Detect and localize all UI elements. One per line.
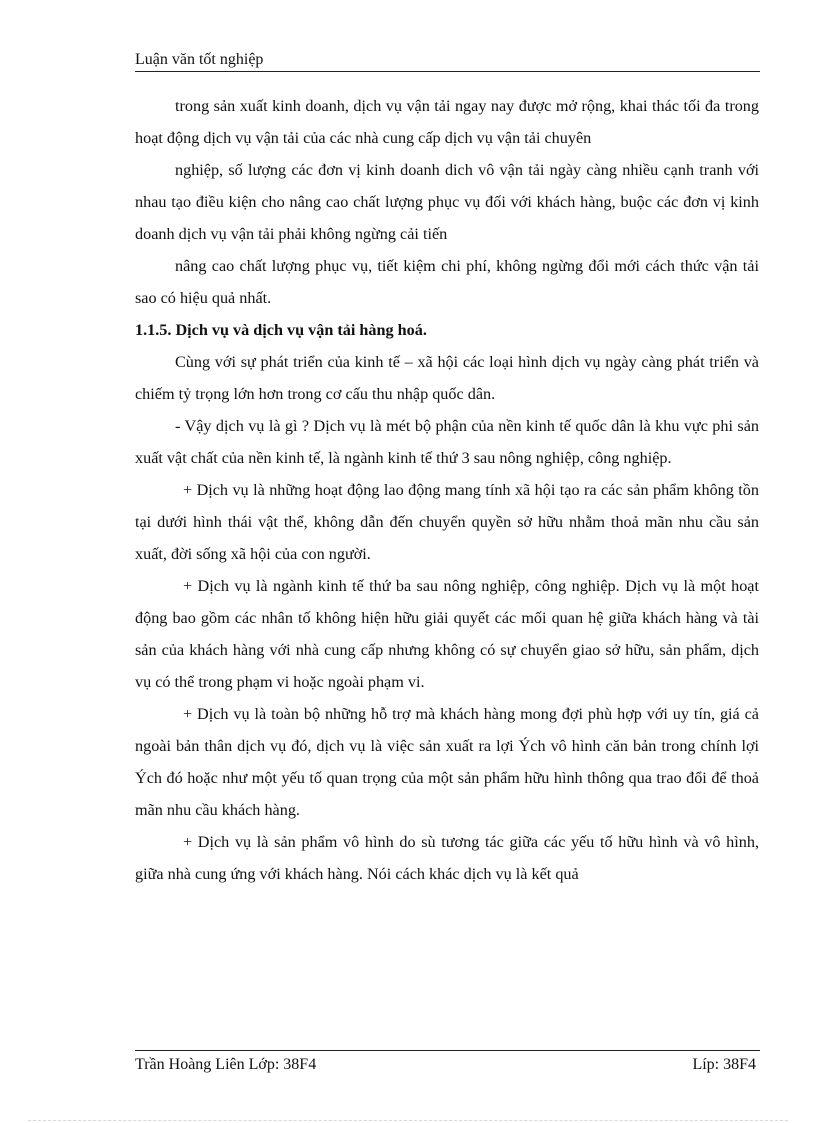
page-edge bbox=[28, 1120, 788, 1121]
paragraph-4: Cùng với sự phát triển của kinh tế – xã hội các loại hình dịch vụ ngày càng phát triển và chiếm tỷ trọng lớn hơn trong cơ cấu thu nhập quốc dân. bbox=[135, 353, 759, 403]
paragraph-9: + Dịch vụ là sản phẩm vô hình do sù tương tác giữa các yếu tố hữu hình và vô hình, giữa nhà cung ứng với khách hàng. Nói cách khác dịch vụ là kết quả bbox=[135, 833, 759, 883]
paragraph-5: - Vậy dịch vụ là gì ? Dịch vụ là mét bộ phận của nền kinh tế quốc dân là khu vực phi sản xuất vật chất của nền kinh tế, là ngành kinh tế thứ 3 sau nông nghiệp, công nghiệp. bbox=[135, 417, 759, 467]
paragraph-2: nghiệp, số lượng các đơn vị kinh doanh dich vô vận tải ngày càng nhiều cạnh tranh với nhau tạo điều kiện cho nâng cao chất lượng phục vụ đối với khách hàng, buộc các đơn vị kinh doanh dịch vụ vận tải phải không ngừng cải tiến bbox=[135, 161, 759, 243]
footer-rule bbox=[135, 1050, 760, 1051]
header-rule bbox=[135, 71, 760, 72]
paragraph-7: + Dịch vụ là ngành kinh tế thứ ba sau nông nghiệp, công nghiệp. Dịch vụ là một hoạt động bao gồm các nhân tố không hiện hữu giải quyết các mối quan hệ giữa khách hàng và tài sản của khách hàng với nhà cung cấp nhưng không có sự chuyển giao sở hữu, sản phẩm, dịch vụ có thể trong phạm vi hoặc ngoài phạm vi. bbox=[135, 577, 759, 691]
paragraph-8: + Dịch vụ là toàn bộ những hỗ trợ mà khách hàng mong đợi phù hợp với uy tín, giá cả ngoài bản thân dịch vụ đó, dịch vụ là việc sản xuất ra lợi Ých vô hình căn bản trong chính lợi Ých đó hoặc như một yếu tố quan trọng của một sản phẩm hữu hình thông qua trao đổi để thoả mãn nhu cầu khách hàng. bbox=[135, 705, 759, 819]
paragraph-3: nâng cao chất lượng phục vụ, tiết kiệm chi phí, không ngừng đổi mới cách thức vận tải sao có hiệu quả nhất. bbox=[135, 257, 759, 307]
footer-class: Líp: 38F4 bbox=[692, 1056, 756, 1073]
section-heading: 1.1.5. Dịch vụ và dịch vụ vận tải hàng hoá. bbox=[135, 321, 427, 339]
running-header: Luận văn tốt nghiệp bbox=[135, 51, 264, 68]
footer-author: Trần Hoàng Liên Lớp: 38F4 bbox=[135, 1056, 317, 1073]
paragraph-1: trong sản xuất kinh doanh, dịch vụ vận tải ngay nay được mở rộng, khai thác tối đa trong hoạt động dịch vụ vận tải của các nhà cung cấp dịch vụ vận tải chuyên bbox=[135, 97, 759, 147]
document-body bbox=[135, 90, 759, 890]
paragraph-6: + Dịch vụ là những hoạt động lao động mang tính xã hội tạo ra các sản phẩm không tồn tại dưới hình thái vật thể, không dẫn đến chuyển quyền sở hữu nhằm thoả mãn nhu cầu sản xuất, đời sống xã hội của con người. bbox=[135, 481, 759, 563]
